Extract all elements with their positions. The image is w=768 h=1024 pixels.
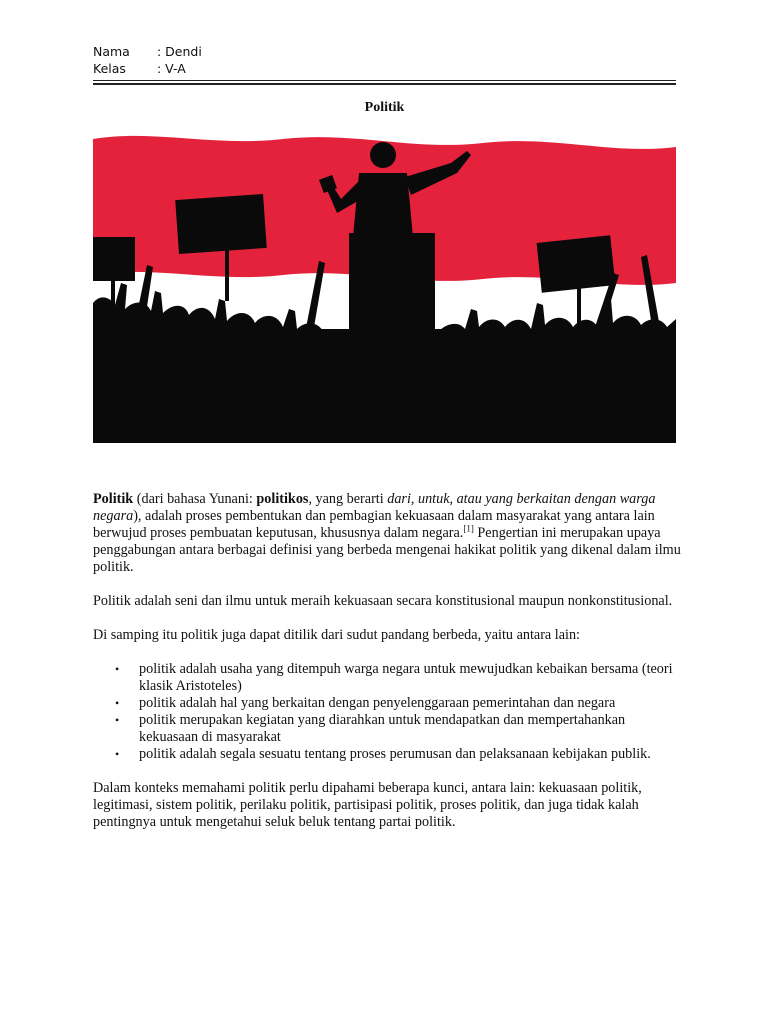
article-body [93, 491, 683, 848]
intro-paragraph [93, 491, 683, 576]
list-item [93, 746, 683, 763]
perspective-intro-paragraph: Di samping itu politik juga dapat ditilik dari sudut pandang berbeda, yaitu antara lain: [93, 627, 580, 643]
politics-hero-image [93, 133, 676, 443]
page-title: Politik [364, 100, 405, 115]
perspective-list [93, 661, 683, 763]
class-value: : V-A [157, 61, 186, 76]
podium [349, 233, 435, 343]
bullet-icon: • [115, 696, 120, 710]
list-item [93, 712, 683, 746]
class-label: Kelas [93, 61, 126, 76]
student-info [93, 43, 202, 77]
speaker-head [370, 142, 396, 168]
header-divider-thin [93, 80, 676, 81]
intro-text-1: (dari bahasa Yunani: [133, 491, 257, 507]
bullet-icon: • [115, 713, 120, 727]
name-label: Nama [93, 44, 130, 59]
list-item-text: politik adalah segala sesuatu tentang proses perumusan dan pelaksanaan kebijakan publik. [139, 746, 651, 762]
bullet-icon: • [115, 747, 120, 761]
placard-left [93, 237, 135, 281]
placard-center [175, 194, 267, 254]
placard-right [537, 235, 616, 292]
reference-link[interactable]: [1] [463, 523, 474, 534]
name-value: : Dendi [157, 44, 202, 59]
list-item-text: politik merupakan kegiatan yang diarahkan untuk mendapatkan dan mempertahankan kekuasaan di masyarakat [139, 712, 626, 745]
speaker-body [353, 173, 413, 237]
term-politikos: politikos [256, 491, 309, 507]
term-politik: Politik [93, 491, 134, 507]
header-divider-thick [93, 83, 676, 85]
crowd-flag-illustration [93, 133, 676, 443]
list-item [93, 695, 683, 712]
list-item [93, 661, 683, 695]
class-row [93, 60, 202, 77]
list-item-text: politik adalah hal yang berkaitan dengan penyelenggaraan pemerintahan dan negara [139, 695, 616, 711]
definition-paragraph: Politik adalah seni dan ilmu untuk meraih kekuasaan secara konstitusional maupun nonkonstitusional. [93, 593, 673, 609]
intro-text-4: Pengertian ini merupakan upaya penggabungan antara berbagai definisi yang berbeda mengenai hakikat politik yang dikenal dalam ilmu politik. [93, 525, 681, 575]
list-item-text: politik adalah usaha yang ditempuh warga negara untuk mewujudkan kebaikan bersama (teori klasik Aristoteles) [139, 661, 673, 694]
key-concepts-paragraph: Dalam konteks memahami politik perlu dipahami beberapa kunci, antara lain: kekuasaan politik, legitimasi, sistem politik, perilaku politik, partisipasi politik, proses politik, dan juga tidak kalah pentingnya untuk mengetahui seluk beluk tentang partai politik. [93, 780, 642, 830]
term-meaning: dari, untuk, atau yang berkaitan dengan warga negara [93, 491, 656, 524]
intro-text-3: ), adalah proses pembentukan dan pembagian kekuasaan dalam masyarakat yang antara lain berwujud proses pembuatan keputusan, khususnya dalam negara. [93, 508, 655, 541]
name-row [93, 43, 202, 60]
bullet-icon: • [115, 662, 120, 676]
intro-text-2: , yang berarti [308, 491, 388, 507]
